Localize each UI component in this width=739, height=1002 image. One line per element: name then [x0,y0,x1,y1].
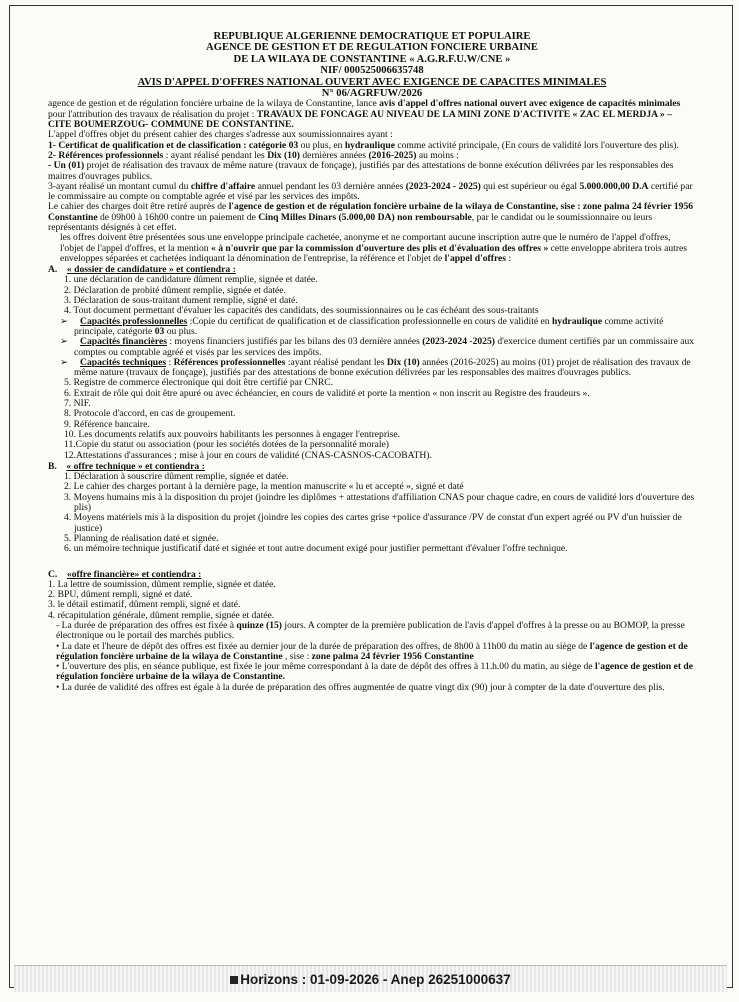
date-depot [56,642,696,663]
condition-3-text-2: annuel pendant les 03 dernière années [255,180,406,192]
section-b-list [48,472,696,554]
section-a-item: 3. Déclaration de sous-traitant dument remplie, signé et daté. [64,295,298,307]
section-b-item: 5. Planning de réalisation daté et signée. [64,532,219,544]
condition-2-label: 2- Références professionnels [48,149,164,161]
arrow-icon: ➢ [60,315,69,327]
notice-title: AVIS D'APPEL D'OFFRES NATIONAL OUVERT AVEC EXIGENCE DE CAPACITES MINIMALES [137,76,607,88]
section-c-title: «offre financière» et contiendra : [66,568,202,580]
offres-text-3: : [506,252,512,264]
section-a-item: 1. une déclaration de candidature dûment remplie, signée et datée. [64,274,318,286]
section-b-item: 4. Moyens matériels mis à la disposition du projet (joindre les copies des cartes grise +police d'assurance /PV de constat d'un expert agréé ou PV d'un huissier de justice) [64,512,682,534]
capacites-techniques [60,358,696,379]
cap-fin-text: : moyens financiers justifiés par les bilans des 03 dernière années [167,336,423,348]
offres-text-2: cette enveloppe abritera trois autres enveloppes séparées et cachetées indiquant la dénomination de l'entreprise, la référence et l'objet de [60,242,688,264]
header-wilaya: DE LA WILAYA DE CONSTANTINE « A.G.R.F.U.W/CNE » [233,53,511,65]
condition-3-text: 3-ayant réalisé un montant cumul du [48,180,191,192]
square-bullet-icon [230,976,238,984]
condition-3-years: (2023-2024 - 2025) [405,180,481,192]
section-c-item: 2. BPU, dûment rempli, signé et daté. [48,589,193,601]
notice-number: N° 06/AGRFUW/2026 [321,88,423,100]
capacites-financieres [60,337,696,358]
intro-paragraph [48,99,696,130]
section-c-item: 3. le détail estimatif, dûment rempli, signé et daté. [48,599,241,611]
cap-pro-text-3: ou plus. [164,325,198,337]
section-b-item: 1. Déclaration à souscrire dûment remplie, signée et datée. [64,471,289,483]
section-c-details [48,621,696,693]
ouverture-agency: l'agence de gestion et de régulation foncière urbaine de la wilaya de Constantine. [56,661,694,683]
retrait-agency: l'agence de gestion et de régulation foncière urbaine de la wilaya de Constantine, sise : zone palma 24 février 1956 Constantine [48,201,694,223]
retrait-text-3: , par le candidat ou le soumissionnaire ou leurs représentants désignés à cet effet. [48,211,653,233]
section-b-item: 6. un mémoire technique justificatif daté et signée et tout autre document exigé pour justifier permettant d'évaluer l'offre technique. [64,543,568,555]
condition-3-turnover: chiffre d'affaire [190,180,256,192]
cap-fin-years: (2023-2024 -2025) [422,336,495,348]
intro-text-2: avis d'appel d'offres national ouvert avec exigence de capacités minimales [379,98,681,110]
condition-2-count: - Un (01) [48,160,85,172]
publication-footer [14,965,727,992]
offres-mention: « à n'ouvrir que par la commission d'ouverture des plis et d'évaluation des offres » [211,242,549,254]
condition-1-activity: hydraulique [344,139,395,151]
condition-1-text-2: comme activité principale, (En cours de validité lors l'ouverture des plis). [394,139,679,151]
section-a-item: 12.Attestations d'assurances ; mise à jour en cours de validité (CNAS-CASNOS-CACOBATH). [64,449,432,461]
offres-paragraph [48,233,696,264]
cap-pro-label: Capacités professionnelles [80,315,188,327]
section-b-title: « offre technique » et contiendra : [66,460,205,472]
section-b-item: 2. Le cahier des charges portant à la dernière page, la mention manuscrite « lu et accepté », signé et daté [64,481,464,493]
condition-2-text-2: dernières années [299,149,369,161]
notice-header [48,31,696,99]
cap-pro-text-2: comme activité principale, catégorie [74,315,664,337]
duree-days: quinze (15) [236,619,282,631]
header-republic: REPUBLIQUE ALGERIENNE DEMOCRATIQUE ET POPULAIRE [213,31,531,42]
cap-tech-label: Capacités techniques [80,356,167,368]
section-a-item: 10. Les documents relatifs aux pouvoirs habilitants les personnes à engager l'entreprise. [64,428,401,440]
section-a-list [48,275,696,460]
retrait-paragraph [48,202,696,233]
notice-content [48,31,696,693]
section-a-item: 2. Déclaration de probité dûment remplie, signée et datée. [64,284,286,296]
section-a-title: « dossier de candidature » et contiendra : [66,264,236,276]
cap-pro-category: 03 [154,325,165,337]
section-c-letter: C. [48,568,58,580]
cap-tech-text-3: années (2016-2025) au moins (01) projet de réalisation des travaux de même nature (travaux de fonçage), justifiés par des attestations de bonne exécution délivrées par les responsables des maitres d'ouvrages publics. [74,356,691,379]
section-a-item: 6. Extrait de rôle qui doit être apuré ou avec échéancier, en cours de validité et porte la mention « non inscrit au Registre des fraudeurs ». [64,387,590,399]
footer-label [230,972,510,987]
duree-preparation [56,621,696,642]
conditions-lead: L'appel d'offres objet du présent cahier des charges s'adresse aux soumissionnaires ayant : [48,129,393,141]
capacites-professionnelles [60,317,696,338]
ouverture-plis [56,662,696,683]
section-a-item: 9. Référence bancaire. [64,418,150,430]
cap-pro-text: :Copie du certificat de qualification et de classification professionnelle en cours de validité en [187,315,552,327]
condition-2-detail [48,161,696,182]
condition-2-text-3: au moins : [416,149,459,161]
section-a-letter: A. [48,264,58,276]
depot-text-1: • La date et l'heure de dépôt des offres est fixée au dernier jour de la durée de préparation des offres, de 8h00 à 11h00 du matin au siège de [56,640,590,652]
condition-1-text: ou plus, en [298,139,345,151]
offres-text-1: les offres doivent être présentées sous une enveloppe principale cachetée, anonyme et ne comportant aucune inscription autre que le numéro de l'appel d'offres, l'objet de l'appel d'offres, et la mention [60,232,671,254]
depot-agency: l'agence de gestion et de régulation foncière urbaine de la wilaya de Constantine [56,640,688,662]
section-b-letter: B. [48,460,57,472]
footer-text: Horizons : 01-09-2026 - Anep 26251000637 [240,971,511,987]
arrow-icon: ➢ [60,356,69,368]
cap-tech-refs: Références professionnelles [173,356,286,368]
section-a-item: 4. Tout document permettant d'évaluer les capacités des candidats, des soumissionnaires ou le cas échéant des sous-traitants [64,305,539,317]
section-a-item: 11.Copie du statut ou association (pour les sociétés dotées de la personnalité morale) [64,439,389,451]
duree-validite: • La durée de validité des offres est égale à la durée de préparation des offres augmentée de quatre vingt dix (90) jour à compter de la date d'ouverture des plis. [56,681,665,693]
duree-text-1: - La durée de préparation des offres est fixée à [56,619,237,631]
retrait-fee: Cinq Milles Dinars (5.000,00 DA) non remboursable [258,211,472,223]
section-a-item: 8. Protocole d'accord, en cas de groupement. [64,408,236,420]
section-c-item: 4. récapitulation générale, dûment remplie, signée et datée. [48,609,275,621]
condition-3-text-4: certifié par le commissaire au compte ou comptable agrée et visé par les services des impôts. [48,180,693,203]
section-b-item: 3. Moyens humains mis à la disposition du projet (joindre les diplômes + attestations d'affiliation CNAS pour chaque cadre, en cours de validité lors d'ouverture des plis) [64,491,695,514]
intro-text-1: agence de gestion et de régulation foncière urbaine de la wilaya de Constantine, lance [48,98,380,110]
condition-2-years: Dix (10) [267,149,300,161]
depot-address: zone palma 24 février 1956 Constantine [311,650,474,662]
condition-2-detail-text: projet de réalisation des travaux de même nature (travaux de fonçage), justifiés par des attestations de bonne exécution délivrées par les responsables des maitres d'ouvrages publics. [48,160,674,182]
ouverture-text-1: • L'ouverture des plis, en séance publique, est fixée le jour même correspondant à la date de dépôt des offres à 11.h.00 du matin, au siège de [56,661,595,673]
condition-1-label: 1- Certificat de qualification et de classification : catégorie 03 [48,139,299,151]
depot-text-2: , sise : [282,650,312,662]
project-title: TRAVAUX DE FONCAGE AU NIVEAU DE LA MINI ZONE D'ACTIVITE « ZAC EL MERDJA » – CITE BOUMERZOUG- COMMUNE DE CONSTANTINE. [48,108,672,131]
section-a-item: 5. Registre de commerce électronique qui doit être certifié par CNRC. [64,377,334,389]
header-agency: AGENCE DE GESTION ET DE REGULATION FONCIERE URBAINE [206,42,538,54]
condition-3 [48,182,696,203]
intro-text-3: pour l'attribution des travaux de réalisation du projet : [48,108,257,120]
condition-3-amount: 5.000.000,00 D.A [579,180,649,192]
section-a-item: 7. NIF. [64,398,91,410]
cap-fin-label: Capacités financières [80,336,167,348]
cap-tech-text: : [166,356,174,368]
cap-tech-text-2: :ayant réalisé pendant les [285,356,387,368]
retrait-text-1: Le cahier des charges doit être retiré auprès de [48,201,229,213]
section-c-item: 1. La lettre de soumission, dûment remplie, signée et datée. [48,578,276,590]
retrait-text-2: de 09h00 à 16h00 contre un paiement de [97,211,259,223]
offres-appel: l'appel d'offres [444,252,507,264]
arrow-icon: ➢ [60,336,69,348]
duree-text-2: jours. A compter de la première publication de l'avis d'appel d'offres à la presse ou au BOMOP, la presse électronique ou le portail des marchés publics. [56,619,685,642]
cap-pro-activity: hydraulique [551,315,603,327]
condition-3-text-3: qui est supérieur ou égal [480,180,580,192]
condition-2-text: : ayant réalisé pendant les [163,149,268,161]
cap-tech-years: Dix (10) [386,356,420,368]
header-nif: NIF/ 000525006635748 [320,65,424,77]
cap-fin-text-2: d'exercice dument certifiés par un commissaire aux comptes ou comptable agréé et visés par les services des impôts. [74,336,695,358]
section-c-list [48,580,696,621]
condition-2-period: (2016-2025) [368,149,417,161]
